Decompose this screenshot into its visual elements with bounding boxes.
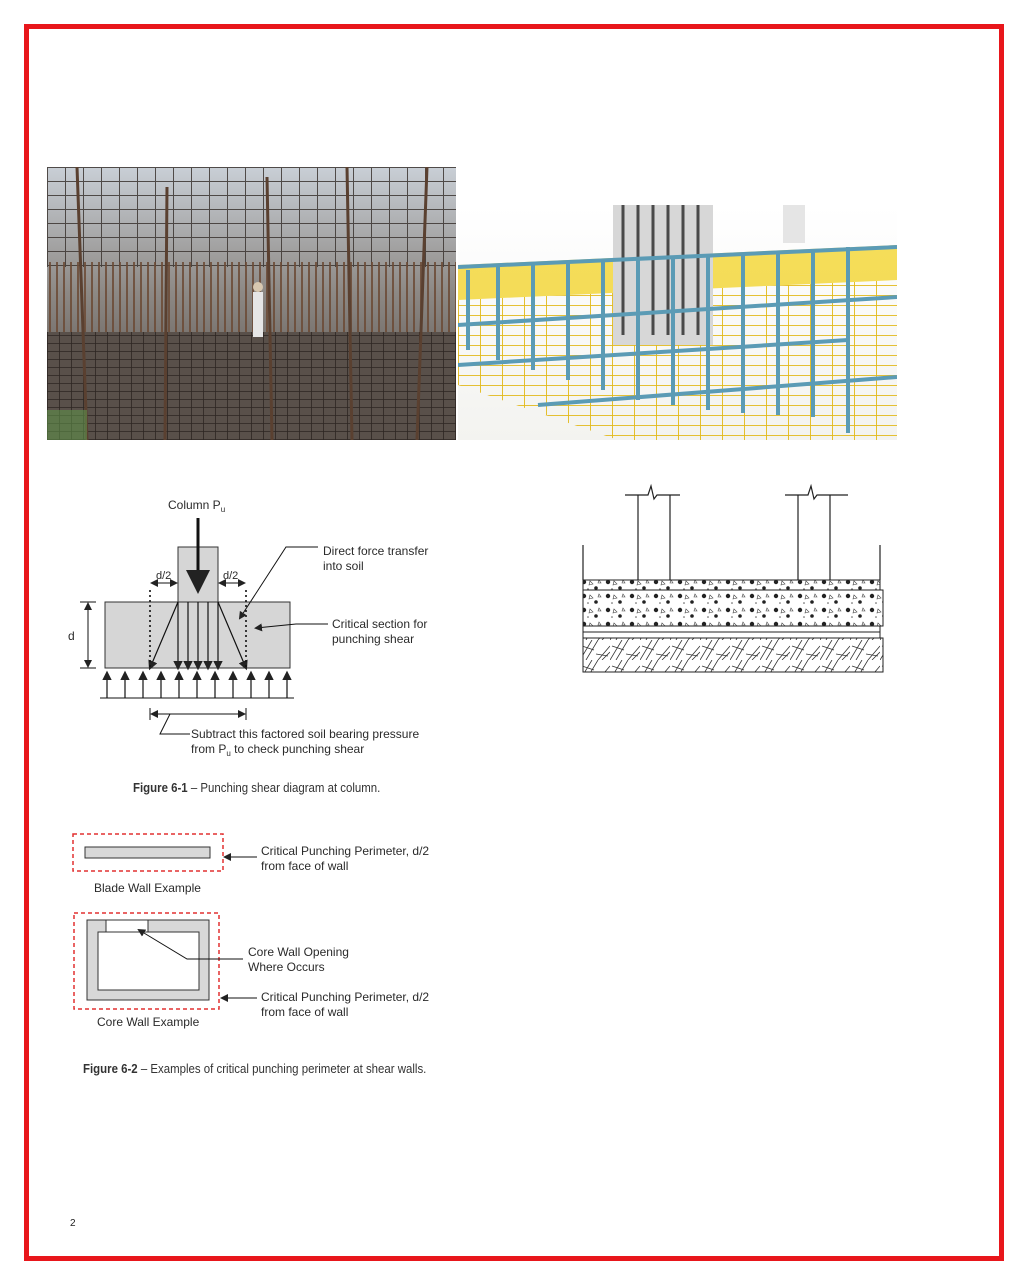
core-wall-label: Core Wall Example bbox=[97, 1015, 200, 1029]
rebar-cage-photo bbox=[47, 167, 456, 440]
critical-perimeter-diagram bbox=[65, 828, 465, 1036]
figure-6-1-caption: Figure 6-1 – Punching shear diagram at column. bbox=[133, 780, 381, 795]
blade-callout-line1: Critical Punching Perimeter, d/2 bbox=[261, 844, 430, 858]
callout-direct-line2: into soil bbox=[323, 559, 364, 573]
blade-wall-shape bbox=[85, 847, 210, 858]
d-half-left-label: d/2 bbox=[156, 570, 172, 582]
blade-callout-line2: from face of wall bbox=[261, 859, 349, 873]
blade-wall-label: Blade Wall Example bbox=[94, 881, 201, 895]
d-half-right-label: d/2 bbox=[223, 570, 239, 582]
core-callout-line2: from face of wall bbox=[261, 1005, 349, 1019]
page-number: 2 bbox=[70, 1218, 76, 1229]
opening-callout-line1: Core Wall Opening bbox=[248, 945, 349, 959]
callout-critical-line1: Critical section for bbox=[332, 617, 428, 631]
slab-section-drawing bbox=[580, 480, 895, 675]
callout-direct-line1: Direct force transfer bbox=[323, 544, 429, 558]
rebar-3d-render bbox=[458, 205, 897, 440]
callout-subtract-line1: Subtract this factored soil bearing pressure bbox=[191, 727, 420, 741]
callout-critical-line2: punching shear bbox=[332, 632, 415, 646]
core-callout-line1: Critical Punching Perimeter, d/2 bbox=[261, 990, 430, 1004]
d-label: d bbox=[68, 629, 75, 643]
callout-subtract-line2: from $P_u$ to check punching shear bbox=[191, 742, 365, 758]
figure-6-2-caption: Figure 6-2 – Examples of critical punching perimeter at shear walls. bbox=[83, 1061, 427, 1076]
opening-callout-line2: Where Occurs bbox=[248, 960, 325, 974]
punching-shear-diagram bbox=[60, 490, 460, 760]
column-label: Column $P_u$ bbox=[168, 498, 226, 514]
